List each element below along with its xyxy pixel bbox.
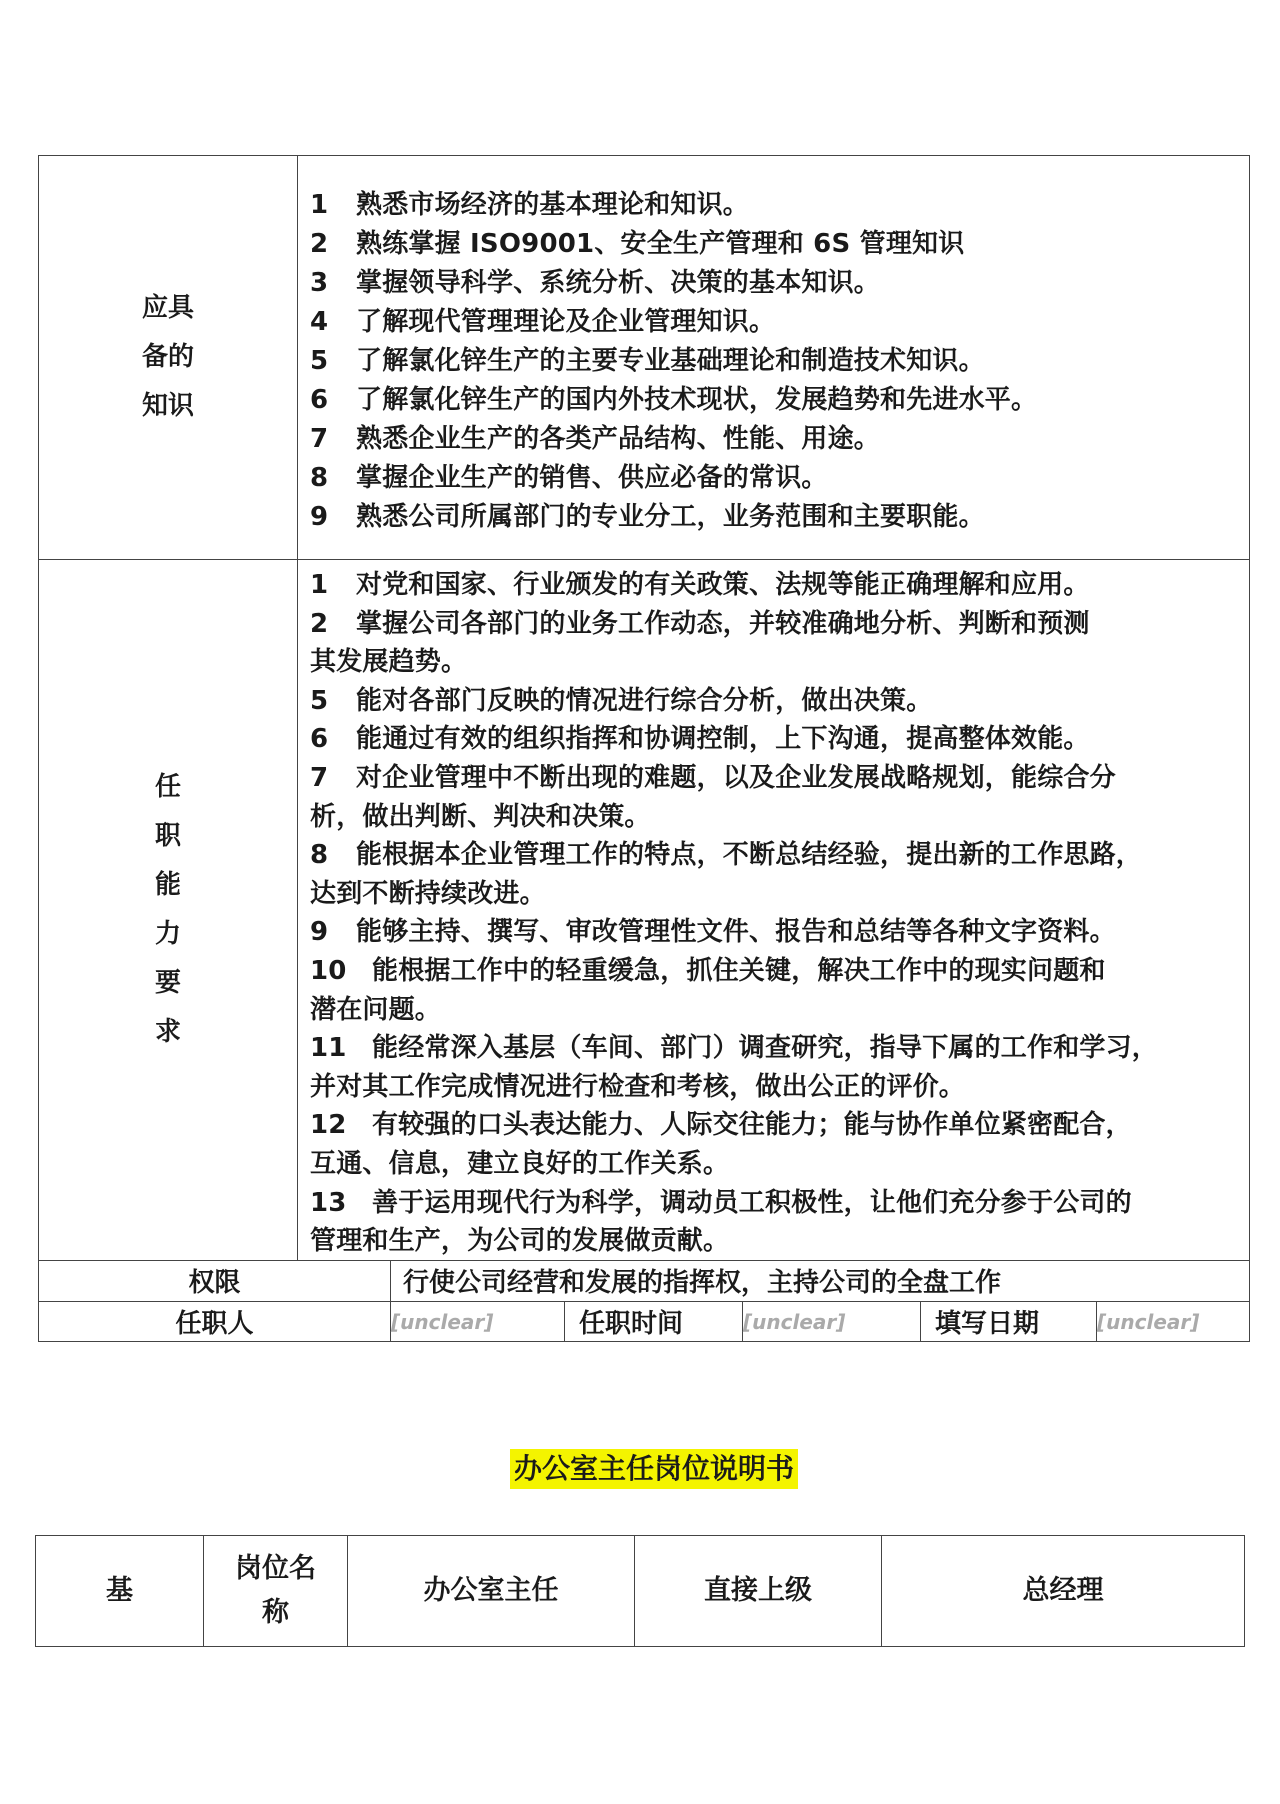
- ability-item: [310, 1106, 1239, 1145]
- basic-info-table: [35, 1535, 1245, 1647]
- ability-item-text: 对党和国家、行业颁发的有关政策、法规等能正确理解和应用。: [356, 570, 1090, 600]
- ability-item: [310, 875, 1239, 914]
- ability-item-text: 能通过有效的组织指挥和协调控制，上下沟通，提高整体效能。: [356, 724, 1090, 755]
- ability-item: [310, 1145, 1239, 1184]
- ability-item-text: 能根据本企业管理工作的特点，不断总结经验，提出新的工作思路，: [356, 840, 1143, 871]
- authority-label: 权限: [39, 1260, 391, 1301]
- date-value-field[interactable]: [unclear]: [1097, 1309, 1200, 1334]
- ability-item-number: 9: [310, 917, 329, 948]
- tenure-value-field[interactable]: [unclear]: [743, 1302, 921, 1341]
- knowledge-item-number: 4: [310, 307, 329, 337]
- ability-item-number: 8: [310, 840, 329, 871]
- ability-label-cell: [39, 560, 298, 1260]
- knowledge-list: [298, 156, 1249, 559]
- knowledge-item-number: 5: [310, 346, 329, 376]
- basic-section-label: 基: [36, 1536, 204, 1646]
- ability-item-text: 善于运用现代行为科学，调动员工积极性，让他们充分参于公司的: [372, 1187, 1132, 1218]
- knowledge-item-text: 熟悉市场经济的基本理论和知识。: [356, 190, 750, 220]
- ability-item: [310, 643, 1239, 682]
- ability-item: [310, 913, 1239, 952]
- ability-item: [310, 1029, 1239, 1068]
- ability-item-number: 12: [310, 1110, 347, 1141]
- knowledge-item-text: 了解氯化锌生产的主要专业基础理论和制造技术知识。: [356, 346, 985, 376]
- ability-item-number: 2: [310, 608, 329, 639]
- ability-item-text: 有较强的口头表达能力、人际交往能力；能与协作单位紧密配合，: [372, 1110, 1132, 1141]
- ability-item-number: 13: [310, 1187, 347, 1218]
- knowledge-item-number: 7: [310, 424, 329, 454]
- knowledge-item: [310, 342, 1239, 381]
- knowledge-item: [310, 420, 1239, 459]
- ability-item: [310, 798, 1239, 837]
- date-label-text: 填写日期: [935, 1309, 1040, 1339]
- knowledge-item-text: 掌握领导科学、系统分析、决策的基本知识。: [356, 268, 881, 298]
- ability-item-text: 能经常深入基层（车间、部门）调查研究，指导下属的工作和学习，: [372, 1033, 1159, 1064]
- holder-value-field[interactable]: [unclear]: [391, 1302, 565, 1341]
- knowledge-item: [310, 303, 1239, 342]
- ability-item: [310, 759, 1239, 798]
- ability-item: [310, 566, 1239, 605]
- ability-item: [310, 836, 1239, 875]
- authority-value: 行使公司经营和发展的指挥权，主持公司的全盘工作: [403, 1268, 1002, 1298]
- supervisor-label: 直接上级: [635, 1536, 882, 1646]
- ability-item: [310, 682, 1239, 721]
- ability-item-text: 达到不断持续改进。: [310, 878, 546, 909]
- ability-list: [298, 560, 1249, 1260]
- ability-item-number: 7: [310, 762, 329, 793]
- knowledge-item: [310, 498, 1239, 537]
- date-label: [921, 1302, 1097, 1341]
- knowledge-item: [310, 225, 1239, 264]
- holder-label-text: 任职人: [175, 1309, 254, 1339]
- knowledge-item: [310, 381, 1239, 420]
- knowledge-item-text: 了解现代管理理论及企业管理知识。: [356, 307, 776, 337]
- ability-item-text: 能对各部门反映的情况进行综合分析，做出决策。: [356, 685, 933, 716]
- ability-item-text: 潜在问题。: [310, 994, 442, 1025]
- ability-item-text: 析，做出判断、判决和决策。: [310, 801, 651, 832]
- tenure-label-text: 任职时间: [579, 1309, 684, 1339]
- knowledge-item-number: 2: [310, 229, 329, 259]
- ability-item-number: 10: [310, 955, 347, 986]
- knowledge-item-number: 8: [310, 463, 329, 493]
- ability-item: [310, 1222, 1239, 1261]
- ability-item-text: 并对其工作完成情况进行检查和考核，做出公正的评价。: [310, 1071, 966, 1102]
- ability-item-text: 对企业管理中不断出现的难题，以及企业发展战略规划，能综合分: [356, 762, 1116, 793]
- ability-item-text: 其发展趋势。: [310, 647, 468, 678]
- ability-item: [310, 1184, 1239, 1223]
- knowledge-item-text: 掌握企业生产的销售、供应必备的常识。: [356, 463, 828, 493]
- knowledge-item-number: 6: [310, 385, 329, 415]
- ability-item-text: 管理和生产，为公司的发展做贡献。: [310, 1226, 730, 1257]
- ability-item: [310, 720, 1239, 759]
- knowledge-item: [310, 186, 1239, 225]
- ability-item-text: 掌握公司各部门的业务工作动态，并较准确地分析、判断和预测: [356, 608, 1090, 639]
- holder-label: [39, 1302, 391, 1341]
- knowledge-label-cell: [39, 156, 298, 559]
- ability-item-number: 6: [310, 724, 329, 755]
- ability-item: [310, 952, 1239, 991]
- tenure-label: [565, 1302, 743, 1341]
- ability-item: [310, 991, 1239, 1030]
- knowledge-item-text: 熟悉公司所属部门的专业分工，业务范围和主要职能。: [356, 502, 985, 532]
- knowledge-label: 应具 备的 知识: [141, 293, 194, 421]
- ability-item-text: 能够主持、撰写、审改管理性文件、报告和总结等各种文字资料。: [356, 917, 1116, 948]
- knowledge-item: [310, 459, 1239, 498]
- knowledge-item-text: 熟悉企业生产的各类产品结构、性能、用途。: [356, 424, 881, 454]
- supervisor-value: 总经理: [1022, 1575, 1104, 1606]
- signoff-row: [38, 1302, 1250, 1342]
- ability-section: [38, 559, 1250, 1261]
- document-title: 办公室主任岗位说明书: [510, 1449, 798, 1489]
- knowledge-item-text: 了解氯化锌生产的国内外技术现状，发展趋势和先进水平。: [356, 385, 1038, 415]
- authority-row: [38, 1260, 1250, 1302]
- knowledge-item-text: 熟练掌握 ISO9001、安全生产管理和 6S 管理知识: [356, 229, 965, 259]
- position-name-label: 岗位名 称: [204, 1536, 348, 1646]
- knowledge-item-number: 1: [310, 190, 329, 220]
- knowledge-item: [310, 264, 1239, 303]
- knowledge-item-number: 3: [310, 268, 329, 298]
- ability-item-number: 5: [310, 685, 329, 716]
- position-name-value: 办公室主任: [348, 1536, 635, 1646]
- knowledge-section: [38, 155, 1250, 560]
- ability-item: [310, 1068, 1239, 1107]
- ability-item-text: 能根据工作中的轻重缓急，抓住关键，解决工作中的现实问题和: [372, 955, 1106, 986]
- knowledge-item-number: 9: [310, 502, 329, 532]
- ability-item-number: 1: [310, 570, 329, 600]
- ability-item: [310, 605, 1239, 644]
- ability-item-text: 互通、信息，建立良好的工作关系。: [310, 1148, 730, 1179]
- ability-item-number: 11: [310, 1033, 347, 1064]
- ability-label: 任 职 能 力 要 求: [154, 772, 181, 1047]
